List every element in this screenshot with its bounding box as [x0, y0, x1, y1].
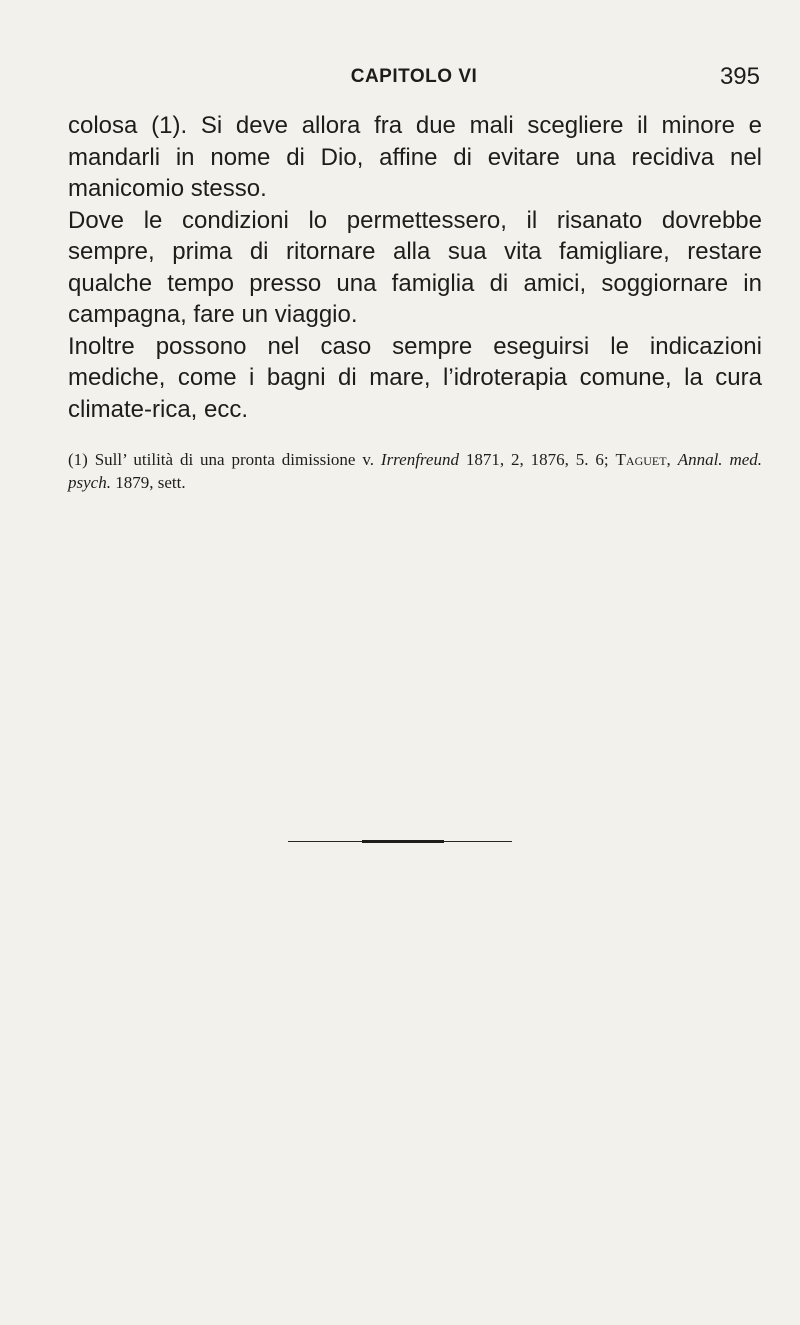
- footnote: [68, 448, 762, 494]
- page-number: 395: [719, 63, 760, 90]
- paragraph-3: Inoltre possono nel caso sempre eseguirsi le indicazioni mediche, come i bagni di mare, l’idroterapia comune, la cura climate-rica, ecc.: [68, 332, 762, 423]
- paragraph-1: colosa (1). Si deve allora fra due mali scegliere il minore e mandarli in nome di Dio, affine di evitare una recidiva nel manicomio stesso.: [68, 112, 762, 202]
- end-rule-center: [362, 840, 444, 843]
- footnote-text-2: 1871, 2, 1876, 5. 6;: [465, 450, 609, 469]
- footnote-text-3: 1879, sett.: [115, 473, 186, 492]
- footnote-marker: (1): [68, 450, 88, 469]
- footnote-text-1: Sull’ utilità di una pronta dimissione v.: [94, 450, 375, 469]
- body-text: [68, 110, 762, 425]
- footnote-author-1: Irrenfreund: [380, 450, 459, 469]
- footnote-author-2: Taguet,: [615, 450, 671, 469]
- paragraph-2: Dove le condizioni lo permettessero, il risanato dovrebbe sempre, prima di ritornare alla sua vita famigliare, restare qualche tempo presso una famiglia di amici, soggiornare in campagna, fare un viaggio.: [68, 206, 762, 328]
- footnote-journal: Annal. med. psych.: [68, 450, 763, 492]
- running-title: CAPITOLO VI: [350, 66, 478, 87]
- page-header: [68, 63, 760, 96]
